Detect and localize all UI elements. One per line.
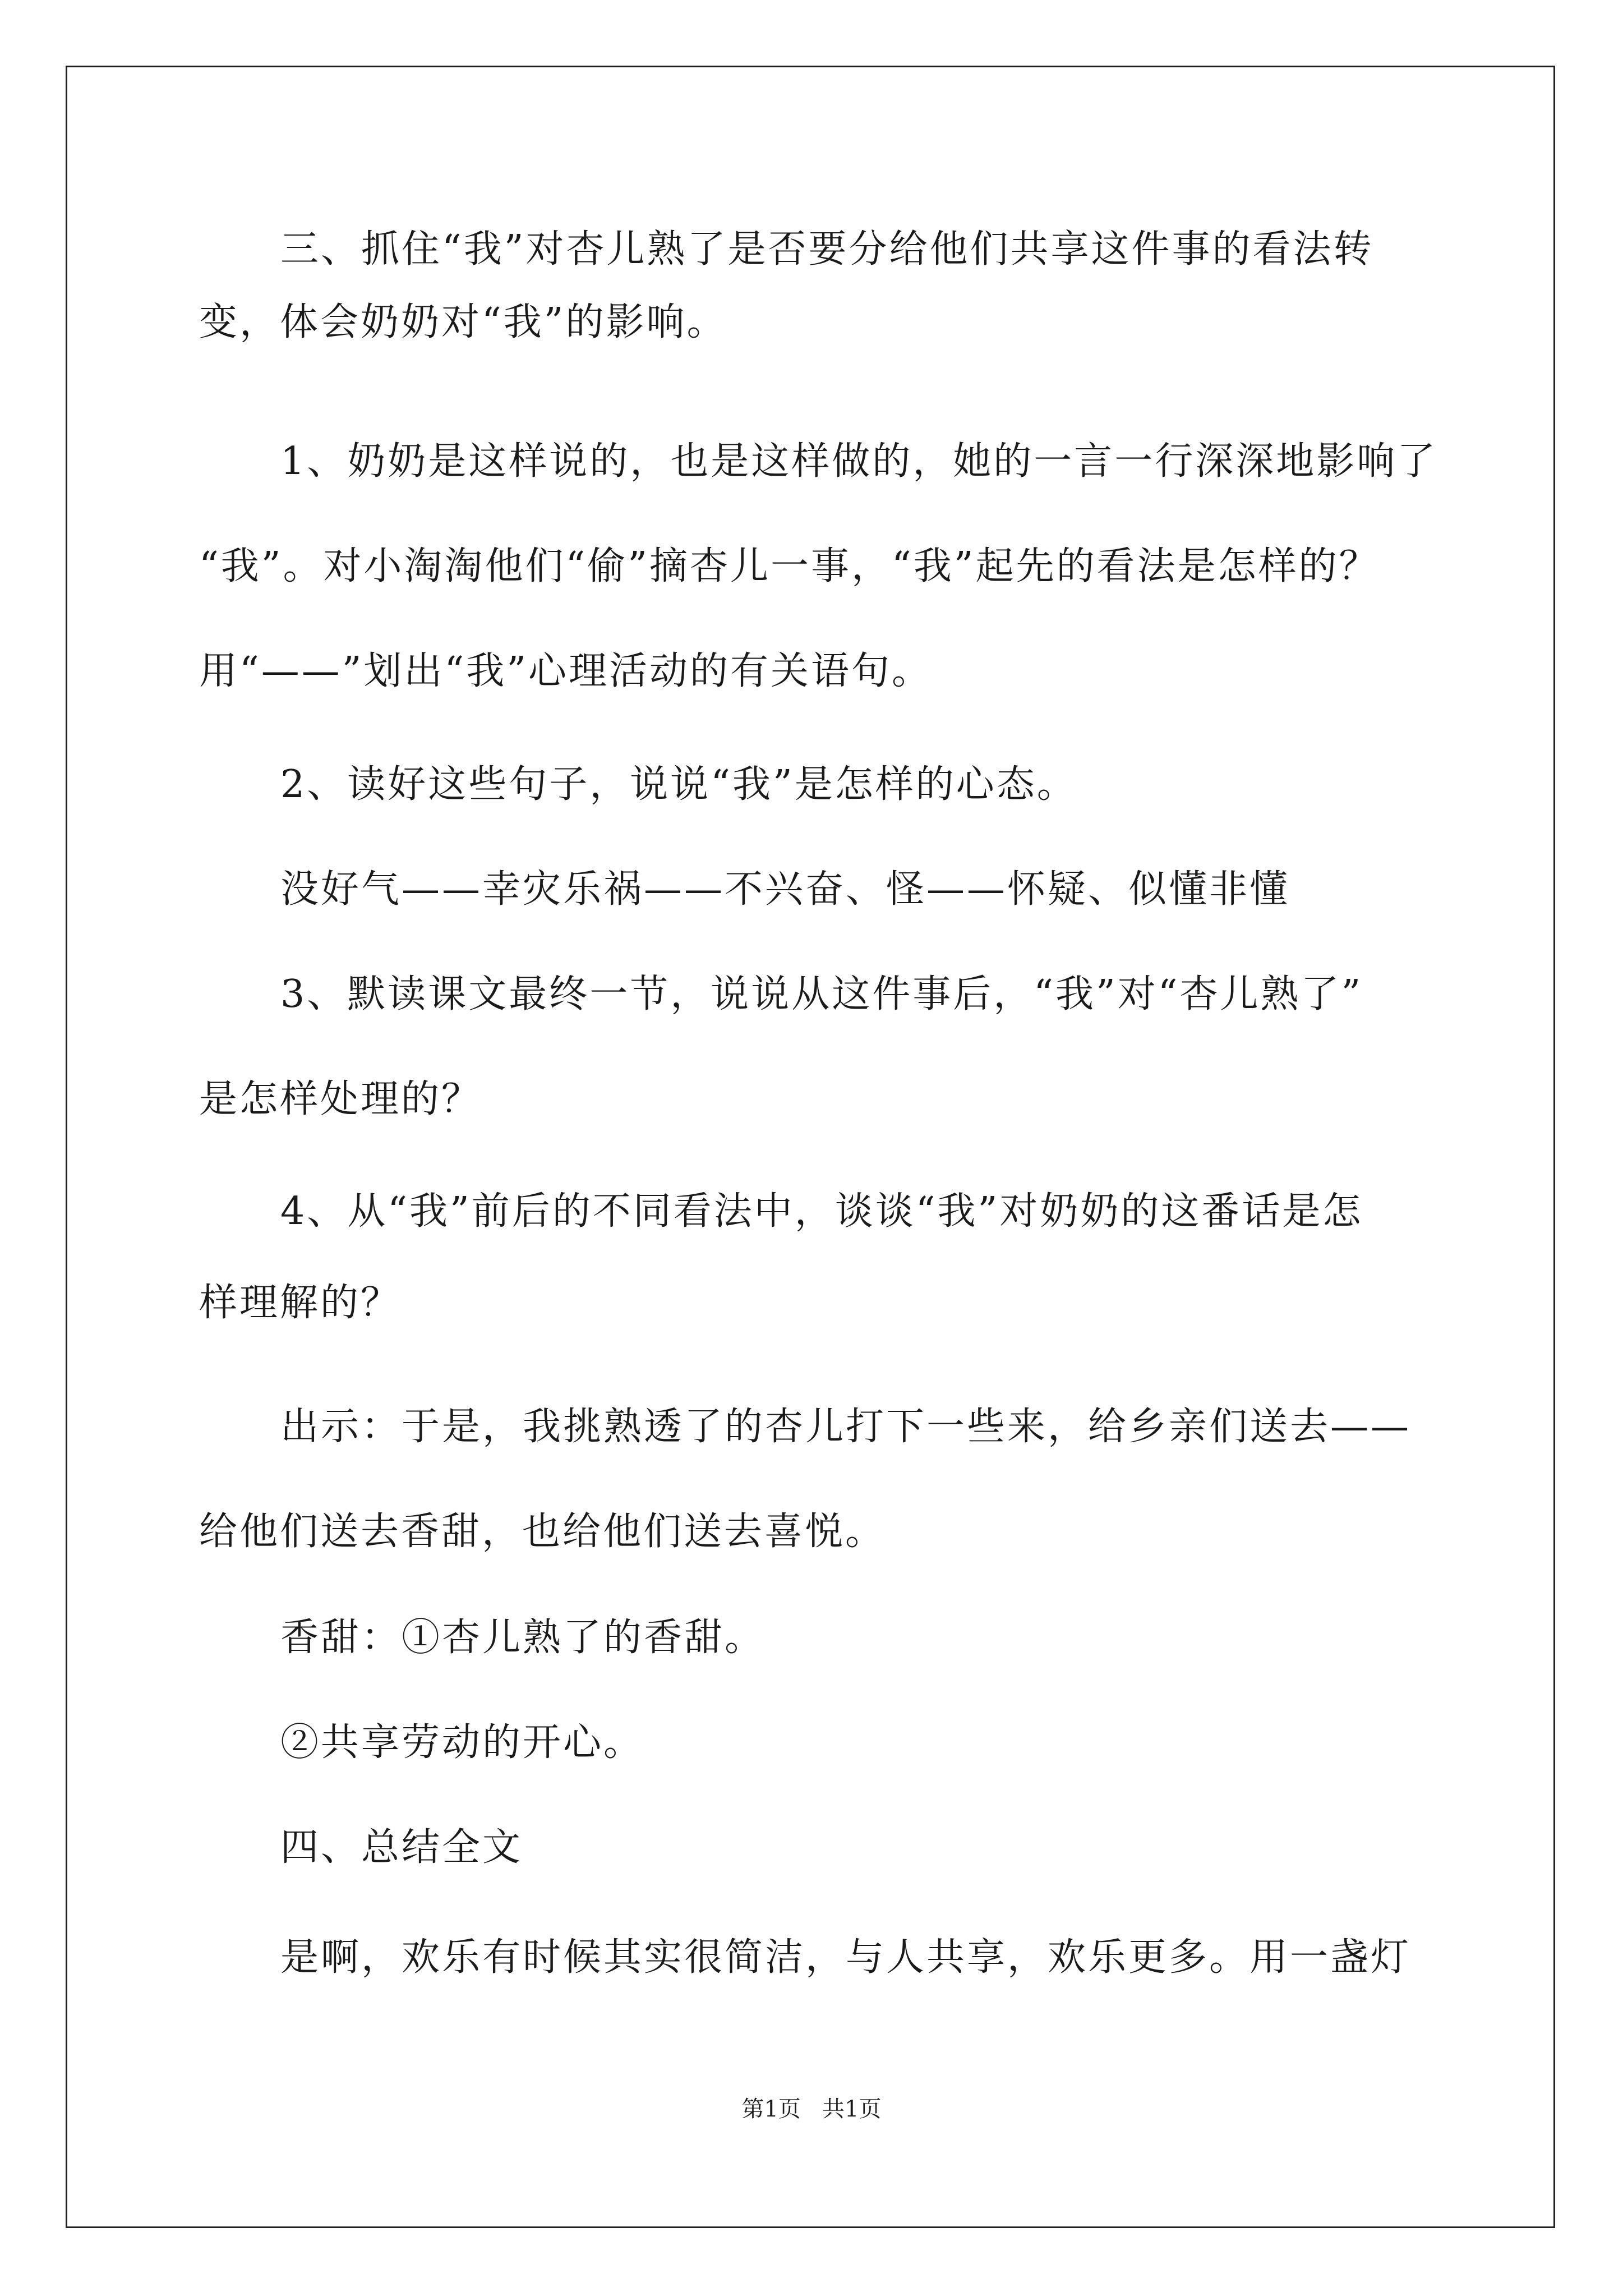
paragraph-line-14: 香甜：①杏儿熟了的香甜。 xyxy=(280,1616,766,1660)
paragraph-line-3: 1、奶奶是这样说的，也是这样做的，她的一言一行深深地影响了 xyxy=(280,439,1438,484)
paragraph-line-12: 出示：于是，我挑熟透了的杏儿打下一些来，给乡亲们送去—— xyxy=(280,1405,1412,1449)
paragraph-line-13: 给他们送去香甜，也给他们送去喜悦。 xyxy=(199,1510,886,1554)
paragraph-line-7: 没好气——幸灾乐祸——不兴奋、怪——怀疑、似懂非懂 xyxy=(280,867,1290,912)
paragraph-line-10: 4、从“我”前后的不同看法中，谈谈“我”对奶奶的这番话是怎 xyxy=(280,1189,1363,1234)
paragraph-line-16: 四、总结全文 xyxy=(280,1825,523,1870)
page-number-footer: 第1页 共1页 xyxy=(741,2096,882,2122)
page-border xyxy=(66,66,1555,2228)
paragraph-line-4: “我”。对小淘淘他们“偷”摘杏儿一事，“我”起先的看法是怎样的？ xyxy=(199,544,1380,588)
paragraph-line-11: 样理解的？ xyxy=(199,1281,402,1325)
paragraph-line-5: 用“——”划出“我”心理活动的有关语句。 xyxy=(199,649,933,693)
paragraph-line-1: 三、抓住“我”对杏儿熟了是否要分给他们共享这件事的看法转 xyxy=(280,227,1374,272)
paragraph-line-17: 是啊，欢乐有时候其实很简洁，与人共享，欢乐更多。用一盏灯 xyxy=(280,1935,1412,1980)
paragraph-line-9: 是怎样处理的？ xyxy=(199,1077,482,1121)
paragraph-line-15: ②共享劳动的开心。 xyxy=(280,1720,644,1765)
paragraph-line-2: 变，体会奶奶对“我”的影响。 xyxy=(199,300,727,344)
paragraph-line-6: 2、读好这些句子，说说“我”是怎样的心态。 xyxy=(280,762,1077,807)
paragraph-line-8: 3、默读课文最终一节，说说从这件事后，“我”对“杏儿熟了” xyxy=(280,972,1363,1016)
